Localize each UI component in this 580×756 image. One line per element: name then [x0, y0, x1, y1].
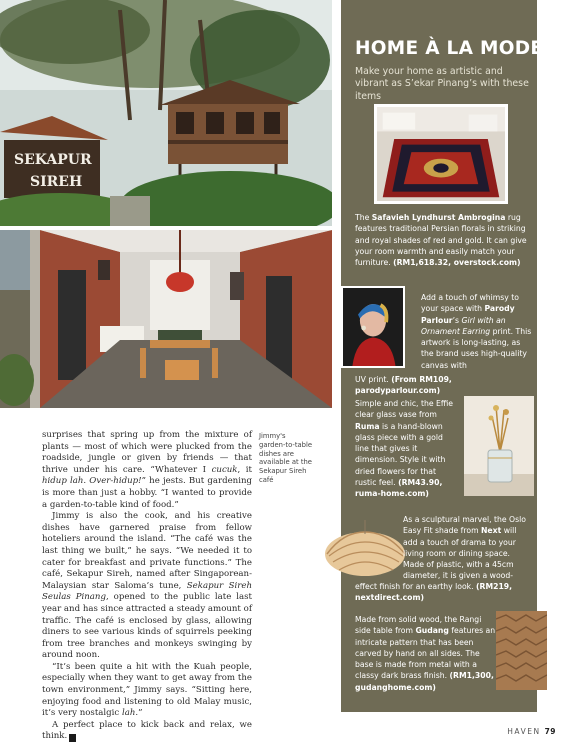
end-mark-icon: H [69, 734, 76, 742]
lamp-price: (RM219, nextdirect.com) [355, 582, 513, 603]
lamp-description-tail: effect finish for an earthy look. (RM219, nextdirect.com) [355, 582, 513, 603]
side-table-image [496, 611, 547, 690]
vase-price: (RM43.90, ruma-home.com) [355, 478, 443, 499]
rug-description: The Safavieh Lyndhurst Ambrogina rug features traditional Persian florals in striking and royal shades of red and gold. It can give your room warmth and easily match your furniture. (RM1,618.32, overstock.com) [355, 213, 527, 268]
rug-name: Safavieh Lyndhurst Ambrogina [371, 213, 506, 222]
rug-image [374, 104, 508, 204]
article-paragraph-1: surprises that spring up from the mixture of plants — most of which were plucked from the roadside, jungle or given by friends — that thrive under his care. “Whatever I cucuk, it hidup lah. Over-hidup!” he jests. But gardening is more than just a hobby. “I wanted to provide a garden-to-table kind of food.” [42, 430, 253, 510]
painting-description-tail: UV print. (From RM109, parodyparlour.com) [355, 375, 452, 396]
sidebar-subtitle: Make your home as artistic and vibrant as S’ekar Pinang’s with these items [355, 66, 529, 102]
vase-brand: Ruma [355, 421, 380, 431]
painting-brand: Parody Parlour [421, 304, 515, 325]
magazine-name: HAVEN [507, 727, 541, 736]
sidebar-title: HOME À LA MODE [355, 38, 544, 59]
article-paragraph-4: A perfect place to kick back and relax, we think. H [42, 719, 252, 742]
vase-image [464, 396, 534, 496]
article-body [42, 430, 252, 743]
lamp-shade-image [313, 520, 411, 584]
side-table-brand: Gudang [415, 626, 449, 636]
painting-description: Add a touch of whimsy to your space with Parody Parlour’s Girl with an Ornament Earring print. This artwork is long-lasting, as the brand uses high-quality canvas with [421, 293, 532, 370]
garden-photo [0, 0, 332, 226]
cafe-photo [0, 230, 332, 408]
photo-caption: Jimmy's garden-to-table dishes are available at the Sekapur Sireh café [259, 432, 313, 484]
page-number: 79 [544, 727, 556, 736]
lamp-brand: Next [481, 526, 502, 536]
article-paragraph-3: “It’s been quite a hit with the Kuah people, especially when they want to get away from the town environment,” Jimmy says. “Sitting here, enjoying food and listening to old Malay music, it’s very nostalgic lah.” [42, 661, 252, 719]
page-footer [507, 727, 556, 736]
sign-line1: SEKAPUR [14, 152, 92, 168]
painting-image [341, 286, 405, 368]
shopping-sidebar [341, 0, 544, 712]
article-paragraph-2: Jimmy is also the cook, and his creative dishes have garnered praise from fellow hoteliers around the island. “The café was the last thing we built,” he says. “We needed it to cater for breakfast and private functions.” The café, Sekapur Sireh, named after Singaporean-Malaysian star Saloma’s tune, Sekapur Sireh Seulas Pinang, opened to the public late last year and has since attracted a steady amount of traffic. The café is enclosed by glass, allowing diners to see various kinds of squirrels peeking from tree branches and monkeys swinging by around noon. [42, 511, 252, 661]
rug-price: (RM1,618.32, overstock.com) [393, 258, 521, 268]
painting-title: Girl with an Ornament Earring [421, 315, 506, 336]
vase-description: Simple and chic, the Effie clear glass vase from Ruma is a hand-blown glass piece with a gold line that gives it dimension. Style it with dried flowers for that rustic feel. (RM43.90, ruma-home.com) [355, 399, 454, 499]
side-table-price: (RM1,300, gudanghome.com) [355, 671, 494, 692]
side-table-description: Made from solid wood, the Rangi side table from Gudang features an intricate pattern that has been carved by hand on all sides. The base is made from metal with a classy dark brass finish. (RM1,300, gudanghome.com) [355, 615, 496, 692]
sign-line2: SIREH [30, 174, 83, 190]
lamp-description: As a sculptural marvel, the Oslo Easy Fit shade from Next will add a touch of drama to your living room or dining space. Made of plastic, with a 45cm diameter, it is given a wood- [403, 515, 526, 581]
painting-price: (From RM109, parodyparlour.com) [355, 375, 452, 396]
